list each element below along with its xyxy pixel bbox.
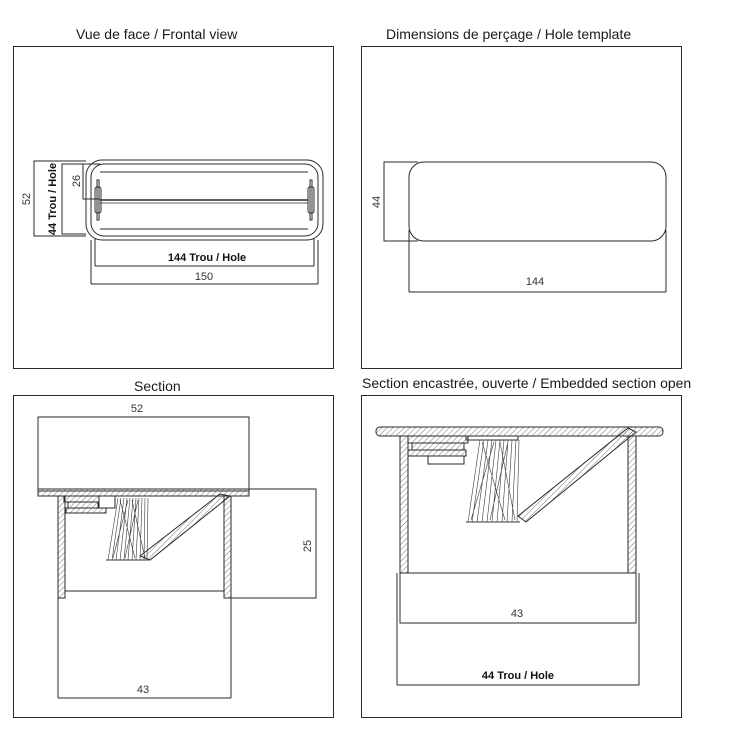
embedded-brush <box>466 440 520 522</box>
hole-template-height-dim: 44 <box>371 195 383 209</box>
section-bottom-dim: 43 <box>136 684 150 696</box>
section-brush <box>106 498 149 560</box>
frontal-width-dim: 150 <box>194 271 214 283</box>
hole-template-title: Dimensions de perçage / Hole template <box>386 26 632 42</box>
embedded-inner-dim: 43 <box>510 608 524 620</box>
section-title: Section <box>134 378 181 394</box>
embedded-hole-dim: 44 Trou / Hole <box>481 670 555 682</box>
embedded-section-title: Section encastrée, ouverte / Embedded section open <box>362 375 692 391</box>
frontal-hole-width-dim: 144 Trou / Hole <box>167 252 247 264</box>
section-top-dim: 52 <box>130 403 144 415</box>
section-depth-dim: 25 <box>302 539 314 553</box>
frontal-height-dim: 52 <box>21 192 33 206</box>
hole-template-width-dim: 144 <box>525 276 545 288</box>
hole-template-drawing <box>384 162 666 292</box>
section-drawing <box>38 417 316 698</box>
frontal-hole-vertical-dim: 44 Trou / Hole <box>47 162 59 236</box>
frontal-view-title: Vue de face / Frontal view <box>76 26 238 42</box>
embedded-section-drawing <box>376 427 663 685</box>
frontal-inner-dim: 26 <box>71 174 83 188</box>
